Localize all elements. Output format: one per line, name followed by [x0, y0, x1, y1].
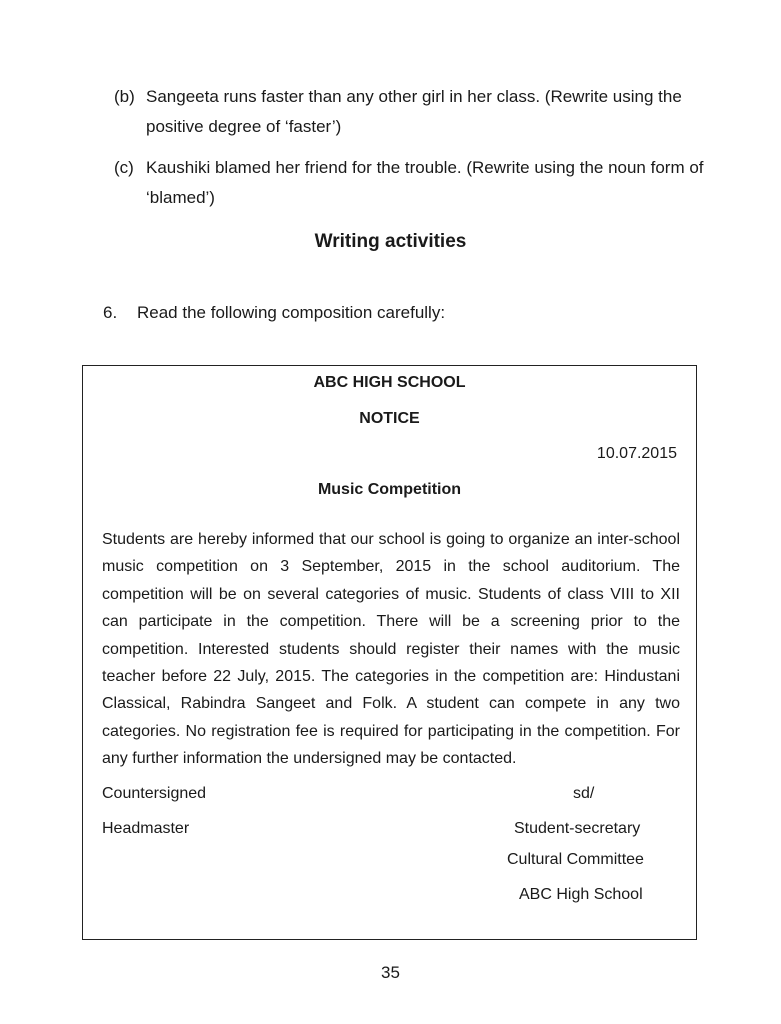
headmaster-label: Headmaster	[102, 820, 190, 837]
sd-mark: sd/	[573, 785, 595, 802]
question-text: Sangeeta runs faster than any other girl in her class. (Rewrite using the positive degree of ‘faster’)	[146, 87, 682, 136]
signatory-committee: Cultural Committee	[507, 851, 644, 868]
notice-label: NOTICE	[359, 410, 420, 427]
question-b	[114, 82, 704, 142]
countersigned-label: Countersigned	[102, 785, 207, 802]
question-text: Read the following composition carefully:	[137, 303, 446, 322]
question-label: (b)	[114, 87, 135, 106]
notice-body: Students are hereby informed that our school is going to organize an inter-school music competition on 3 September, 2015 in the school auditorium. The competition will be on several categories of music. Students of class VIII to XII can participate in the competition. There will be a screening prior to the competition. Interested students should register their names with the music teacher before 22 July, 2015. The categories in the competition are: Hindustani Classical, Rabindra Sangeet and Folk. A student can compete in any two categories. No registration fee is required for participating in the competition. For any further information the undersigned may be contacted.	[102, 531, 680, 768]
section-heading: Writing activities	[314, 231, 467, 252]
question-number: 6.	[103, 303, 118, 322]
notice-date: 10.07.2015	[596, 445, 677, 462]
notice-box	[82, 365, 697, 940]
question-c	[114, 153, 704, 213]
notice-title: Music Competition	[317, 481, 462, 498]
question-text: Kaushiki blamed her friend for the trouble. (Rewrite using the noun form of ‘blamed’)	[146, 158, 704, 207]
question-6	[103, 303, 445, 323]
school-name: ABC HIGH SCHOOL	[313, 374, 466, 391]
signatory-role: Student-secretary	[514, 820, 641, 837]
page-number: 35	[381, 963, 400, 982]
signatory-school: ABC High School	[519, 886, 643, 903]
question-label: (c)	[114, 158, 134, 177]
